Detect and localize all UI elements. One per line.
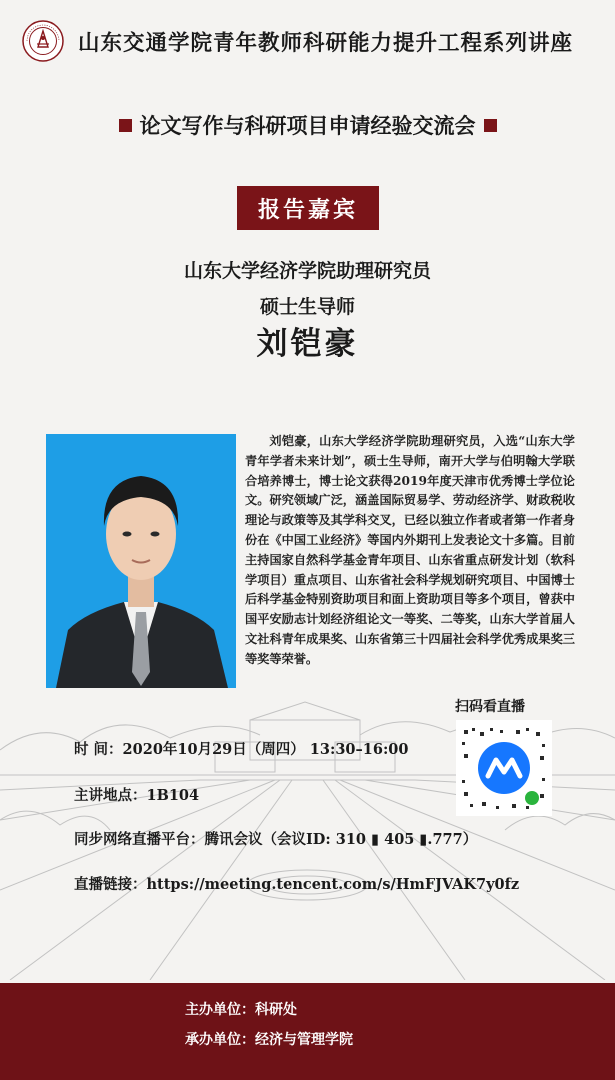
university-seal-logo (22, 20, 64, 62)
speaker-portrait-illustration (46, 434, 236, 688)
stream-link[interactable]: 直播链接：https://meeting.tencent.com/s/HmFJVAK7y0fz (74, 876, 520, 893)
header (0, 0, 615, 80)
qr-label: 扫码看直播 (455, 699, 525, 715)
speaker-role: 硕士生导师 (259, 296, 355, 318)
speaker-bio: 刘铠豪，山东大学经济学院助理研究员，入选“山东大学青年学者未来计划”，硕士生导师，南开大学与伯明翰大学联合培养博士，博士论文获得2019年度天津市优秀博士学位论文。研究领域广泛，涵盖国际贸易学、劳动经济学、财政税收理论与政策等及其学科交叉，已经以独立作者或者第一作者身份在《中国工业经济》等国内外期刊上发表论文十多篇。目前主持国家自然科学基金青年项目、山东省重点研发计划（软科学项目）重点项目、山东省社会科学规划研究项目、中国博士后科学基金特别资助项目和面上资助项目等多个项目，曾获中国平安励志计划经济组论文一等奖、二等奖，山东大学首届人文社科青年成果奖、山东省第三十四届社会科学优秀成果奖三等奖等荣誉。 (245, 434, 575, 666)
event-time: 时 间：2020年10月29日（周四） 13:30–16:00 (74, 741, 409, 758)
speaker-photo (46, 434, 236, 688)
square-bullet-icon (119, 119, 132, 132)
event-subtitle (0, 110, 615, 140)
host-unit: 主办单位：科研处 (185, 1002, 297, 1018)
header-title: 山东交通学院青年教师科研能力提升工程系列讲座 (78, 31, 574, 56)
stream-platform: 同步网络直播平台：腾讯会议（会议ID: 310 ▮ 405 ▮.777） (74, 831, 478, 848)
event-subtitle-text: 论文写作与科研项目申请经验交流会 (139, 113, 476, 138)
live-stream-qr-code[interactable] (456, 720, 552, 816)
speaker-name: 刘铠豪 (256, 326, 359, 362)
guest-badge: 报告嘉宾 (237, 186, 379, 230)
qr-code-icon (456, 720, 552, 816)
square-bullet-icon (484, 119, 497, 132)
organizer-unit: 承办单位：经济与管理学院 (185, 1032, 353, 1048)
footer (0, 983, 615, 1080)
event-location: 主讲地点：1B104 (74, 787, 200, 804)
speaker-affiliation: 山东大学经济学院助理研究员 (183, 260, 431, 282)
